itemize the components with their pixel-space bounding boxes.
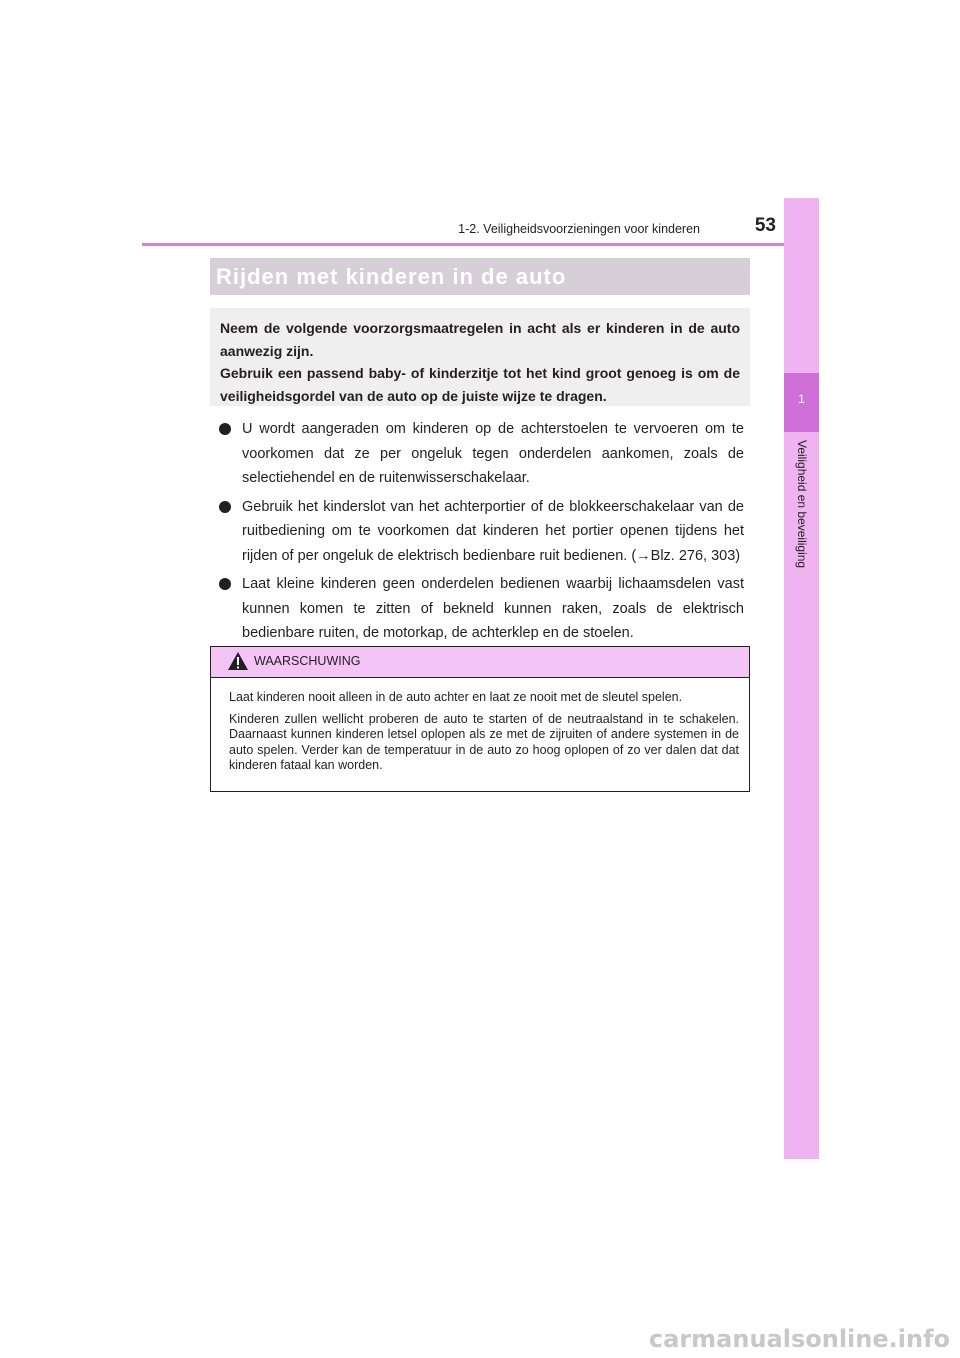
header-rule xyxy=(142,243,819,246)
warning-paragraph: Kinderen zullen wellicht proberen de auto te starten of de neutraalstand in te schakelen. Daarnaast kunnen kinderen letsel oplopen als ze met de zijruiten of andere systemen in de auto spelen. Verder kan de temperatuur in de auto zo hoog oplopen of zo ver dalen dat dat kinderen fataal kan worden. xyxy=(229,711,739,772)
running-head: 1-2. Veiligheidsvoorzieningen voor kinderen xyxy=(458,222,700,236)
bullet-dot-icon xyxy=(219,501,231,513)
section-title-bar xyxy=(210,258,750,295)
chapter-label: Veiligheid en beveiliging xyxy=(795,440,809,569)
bullet-item xyxy=(218,417,744,491)
bullet-dot-icon xyxy=(219,423,231,435)
bullet-text: Gebruik het kinderslot van het achterportier of de blokkeerschakelaar van de ruitbediening om te voorkomen dat kinderen het portier openen tijdens het rijden of per ongeluk de elektrisch bedienbare ruit bedienen. (→Blz. 276, 303) xyxy=(242,498,744,564)
page-number: 53 xyxy=(754,215,776,236)
chapter-number: 1 xyxy=(798,392,805,406)
bullet-text: U wordt aangeraden om kinderen op de achterstoelen te vervoeren om te voorkomen dat ze per ongeluk tegen onderdelen aankomen, zoals de selectiehendel en de ruitenwisserschakelaar. xyxy=(242,421,744,486)
warning-paragraph: Laat kinderen nooit alleen in de auto achter en laat ze nooit met de sleutel spelen. xyxy=(229,690,683,704)
intro-paragraph: Gebruik een passend baby- of kinderzitje tot het kind groot genoeg is om de veiligheidsgordel van de auto op de juiste wijze te dragen. xyxy=(220,365,740,404)
warning-title: WAARSCHUWING xyxy=(254,654,361,668)
bullet-item xyxy=(218,572,744,646)
intro-paragraph: Neem de volgende voorzorgsmaatregelen in acht als er kinderen in de auto aanwezig zijn. xyxy=(220,320,740,359)
bullet-list xyxy=(218,417,744,650)
warning-header xyxy=(211,647,749,678)
warning-box xyxy=(210,646,750,792)
bullet-dot-icon xyxy=(219,578,231,590)
section-title: Rijden met kinderen in de auto xyxy=(216,264,567,289)
warning-triangle-icon xyxy=(227,651,249,671)
warning-body xyxy=(211,678,749,774)
chapter-side-tab xyxy=(784,198,819,1159)
intro-box xyxy=(210,308,750,406)
watermark: carmanualsonline.info xyxy=(648,1325,950,1353)
bullet-item xyxy=(218,495,744,569)
bullet-text: Laat kleine kinderen geen onderdelen bedienen waarbij lichaamsdelen vast kunnen komen te zitten of bekneld kunnen raken, zoals de elektrisch bedienbare ruiten, de motorkap, de achterklep en de stoelen. xyxy=(242,576,744,641)
